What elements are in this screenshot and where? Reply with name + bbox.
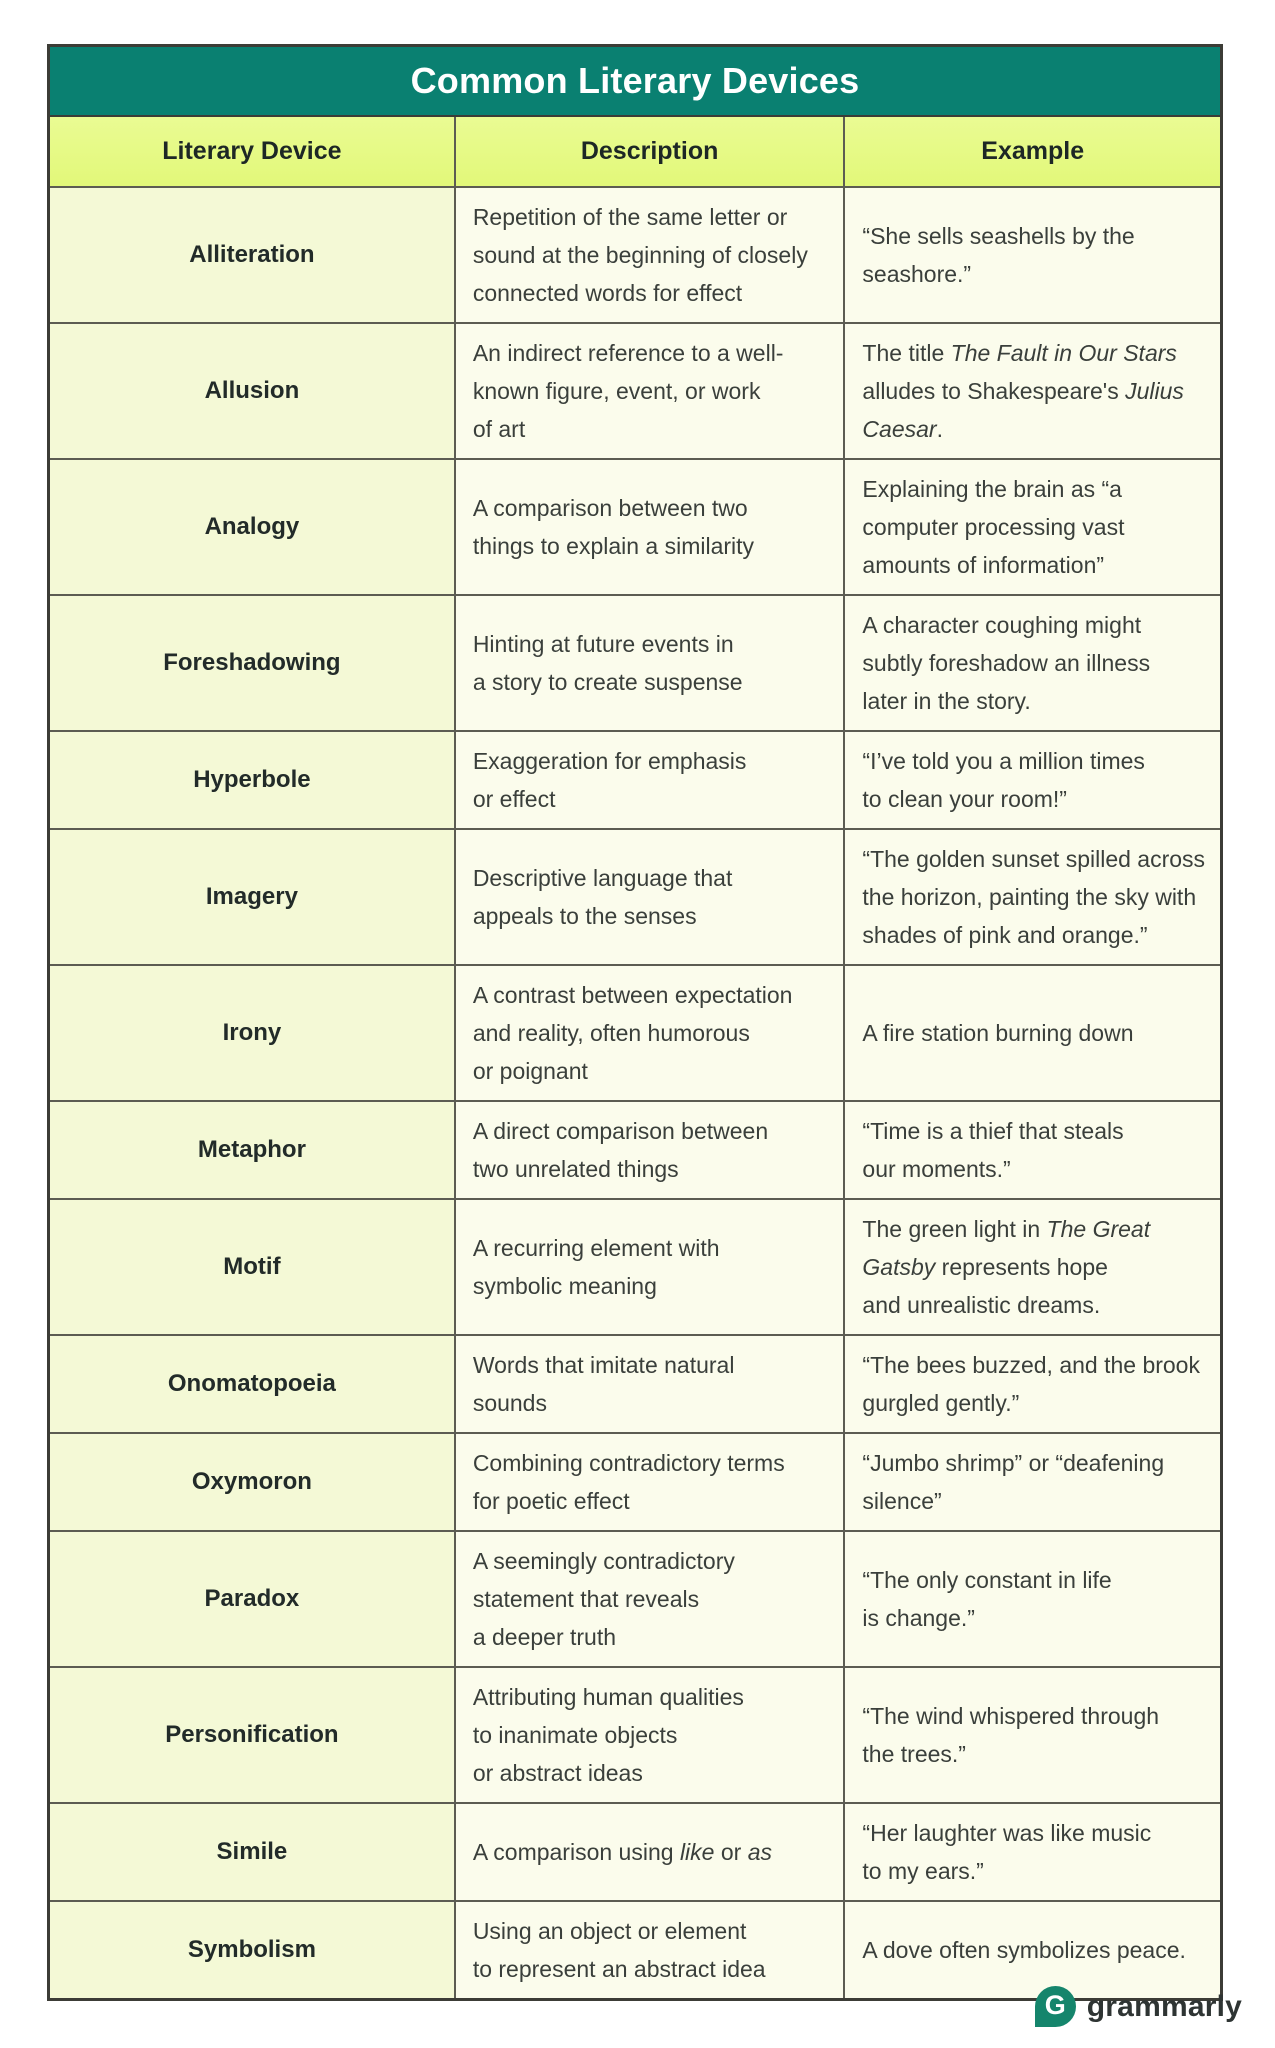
- grammarly-brand: [1035, 1986, 1242, 2027]
- description-cell: Descriptive language that appeals to the senses: [455, 829, 845, 965]
- table-row: [50, 1199, 1220, 1335]
- example-cell: A dove often symbolizes peace.: [844, 1901, 1220, 1998]
- column-header-literary-device: Literary Device: [50, 117, 455, 187]
- description-cell: An indirect reference to a well- known figure, event, or work of art: [455, 323, 845, 459]
- table-row: [50, 1803, 1220, 1901]
- description-cell: Exaggeration for emphasis or effect: [455, 731, 845, 829]
- table-row: [50, 1335, 1220, 1433]
- description-cell: Words that imitate natural sounds: [455, 1335, 845, 1433]
- literary-devices-table-container: [47, 44, 1223, 2001]
- description-cell: A contrast between expectation and reality, often humorous or poignant: [455, 965, 845, 1101]
- header-row: [50, 117, 1220, 187]
- table-row: [50, 187, 1220, 323]
- description-cell: A comparison between two things to explain a similarity: [455, 459, 845, 595]
- table-row: [50, 731, 1220, 829]
- example-cell: A fire station burning down: [844, 965, 1220, 1101]
- description-cell: Using an object or element to represent an abstract idea: [455, 1901, 845, 1998]
- device-name-cell: Allusion: [50, 323, 455, 459]
- device-name-cell: Paradox: [50, 1531, 455, 1667]
- example-cell: “She sells seashells by the seashore.”: [844, 187, 1220, 323]
- device-name-cell: Hyperbole: [50, 731, 455, 829]
- device-name-cell: Imagery: [50, 829, 455, 965]
- device-name-cell: Foreshadowing: [50, 595, 455, 731]
- column-header-description: Description: [455, 117, 845, 187]
- device-name-cell: Symbolism: [50, 1901, 455, 1998]
- description-cell: Repetition of the same letter or sound at the beginning of closely connected words for effect: [455, 187, 845, 323]
- example-cell: The title The Fault in Our Stars alludes to Shakespeare's Julius Caesar.: [844, 323, 1220, 459]
- device-name-cell: Metaphor: [50, 1101, 455, 1199]
- grammarly-logo-icon: [1035, 1986, 1076, 2027]
- table-row: [50, 1101, 1220, 1199]
- example-cell: “The wind whispered through the trees.”: [844, 1667, 1220, 1803]
- table-row: [50, 965, 1220, 1101]
- example-cell: “The golden sunset spilled across the horizon, painting the sky with shades of pink and orange.”: [844, 829, 1220, 965]
- page-title: Common Literary Devices: [410, 60, 860, 101]
- description-cell: Hinting at future events in a story to create suspense: [455, 595, 845, 731]
- table-row: [50, 323, 1220, 459]
- device-name-cell: Irony: [50, 965, 455, 1101]
- table-body: [50, 187, 1220, 1998]
- table-row: [50, 459, 1220, 595]
- example-cell: Explaining the brain as “a computer processing vast amounts of information”: [844, 459, 1220, 595]
- logo-letter: G: [1044, 1990, 1066, 2020]
- device-name-cell: Motif: [50, 1199, 455, 1335]
- description-cell: Combining contradictory terms for poetic effect: [455, 1433, 845, 1531]
- example-cell: “Her laughter was like music to my ears.”: [844, 1803, 1220, 1901]
- device-name-cell: Personification: [50, 1667, 455, 1803]
- example-cell: “Jumbo shrimp” or “deafening silence”: [844, 1433, 1220, 1531]
- table-row: [50, 1901, 1220, 1998]
- description-cell: A seemingly contradictory statement that reveals a deeper truth: [455, 1531, 845, 1667]
- table-row: [50, 1667, 1220, 1803]
- table-title-bar: [50, 47, 1220, 117]
- example-cell: “Time is a thief that steals our moments.”: [844, 1101, 1220, 1199]
- device-name-cell: Analogy: [50, 459, 455, 595]
- column-header-example: Example: [844, 117, 1220, 187]
- literary-devices-table: [50, 117, 1220, 1998]
- example-cell: “I’ve told you a million times to clean your room!”: [844, 731, 1220, 829]
- description-cell: A direct comparison between two unrelated things: [455, 1101, 845, 1199]
- device-name-cell: Oxymoron: [50, 1433, 455, 1531]
- example-cell: “The bees buzzed, and the brook gurgled gently.”: [844, 1335, 1220, 1433]
- table-row: [50, 1433, 1220, 1531]
- table-row: [50, 595, 1220, 731]
- example-cell: The green light in The Great Gatsby represents hope and unrealistic dreams.: [844, 1199, 1220, 1335]
- example-cell: “The only constant in life is change.”: [844, 1531, 1220, 1667]
- table-row: [50, 1531, 1220, 1667]
- table-header: [50, 117, 1220, 187]
- device-name-cell: Alliteration: [50, 187, 455, 323]
- brand-wordmark: grammarly: [1086, 1989, 1242, 2023]
- description-cell: A comparison using like or as: [455, 1803, 845, 1901]
- table-row: [50, 829, 1220, 965]
- example-cell: A character coughing might subtly foreshadow an illness later in the story.: [844, 595, 1220, 731]
- description-cell: Attributing human qualities to inanimate objects or abstract ideas: [455, 1667, 845, 1803]
- device-name-cell: Simile: [50, 1803, 455, 1901]
- description-cell: A recurring element with symbolic meaning: [455, 1199, 845, 1335]
- device-name-cell: Onomatopoeia: [50, 1335, 455, 1433]
